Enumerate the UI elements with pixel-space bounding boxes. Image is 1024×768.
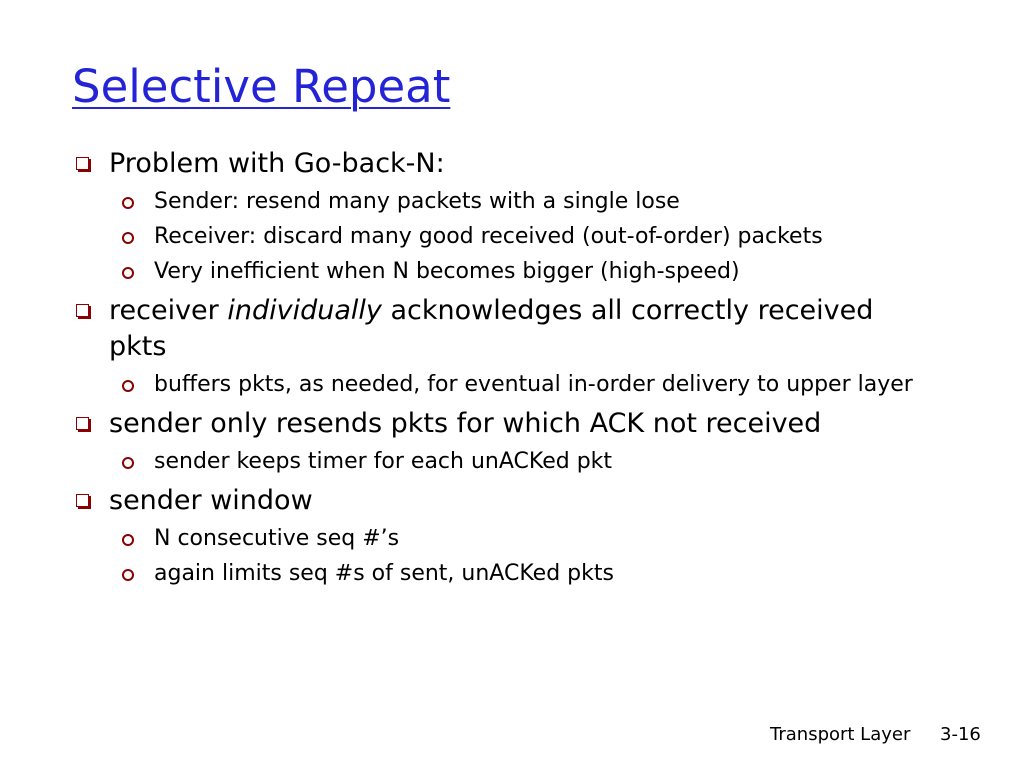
circle-bullet-icon: [122, 569, 134, 581]
circle-bullet-icon: [122, 534, 134, 546]
square-bullet-icon: [76, 157, 89, 170]
footer-page-number: 3-16: [940, 724, 981, 745]
square-bullet-icon: [76, 417, 89, 430]
circle-bullet-icon: [122, 457, 134, 469]
sub-bullet-text: N consecutive seq #’s: [154, 526, 400, 551]
sub-bullet-text: Receiver: discard many good received (out-of-order) packets: [154, 224, 823, 249]
sub-bullet-item: [72, 560, 932, 587]
bullet-item: [72, 483, 932, 519]
circle-bullet-icon: [122, 197, 134, 209]
bullet-item: [72, 293, 932, 365]
sub-bullet-text: sender keeps timer for each unACKed pkt: [154, 449, 613, 474]
sub-bullet-text: buffers pkts, as needed, for eventual in-order delivery to upper layer: [154, 372, 913, 397]
square-bullet-icon: [76, 494, 89, 507]
sub-bullet-item: [72, 188, 932, 215]
sub-bullet-item: [72, 525, 932, 552]
circle-bullet-icon: [122, 380, 134, 392]
sub-bullet-item: [72, 258, 932, 285]
slide-content: [72, 146, 932, 595]
bullet-text-emphasis: individually: [227, 295, 382, 326]
square-bullet-icon: [76, 304, 89, 317]
footer-section-label: Transport Layer: [770, 724, 911, 745]
sub-bullet-item: [72, 223, 932, 250]
sub-bullet-item: [72, 371, 932, 398]
bullet-text-prefix: receiver: [109, 295, 228, 326]
bullet-text-suffix: acknowledges all correctly received pkts: [109, 295, 874, 362]
bullet-text: sender window: [109, 485, 313, 516]
circle-bullet-icon: [122, 267, 134, 279]
slide-title: Selective Repeat: [72, 60, 451, 113]
sub-bullet-text: Very inefficient when N becomes bigger (high-speed): [154, 259, 740, 284]
circle-bullet-icon: [122, 232, 134, 244]
sub-bullet-text: again limits seq #s of sent, unACKed pkts: [154, 561, 614, 586]
bullet-text: Problem with Go-back-N:: [109, 148, 445, 179]
sub-bullet-item: [72, 448, 932, 475]
bullet-item: [72, 146, 932, 182]
sub-bullet-text: Sender: resend many packets with a single lose: [154, 189, 680, 214]
bullet-item: [72, 406, 932, 442]
bullet-text: sender only resends pkts for which ACK not received: [109, 408, 822, 439]
